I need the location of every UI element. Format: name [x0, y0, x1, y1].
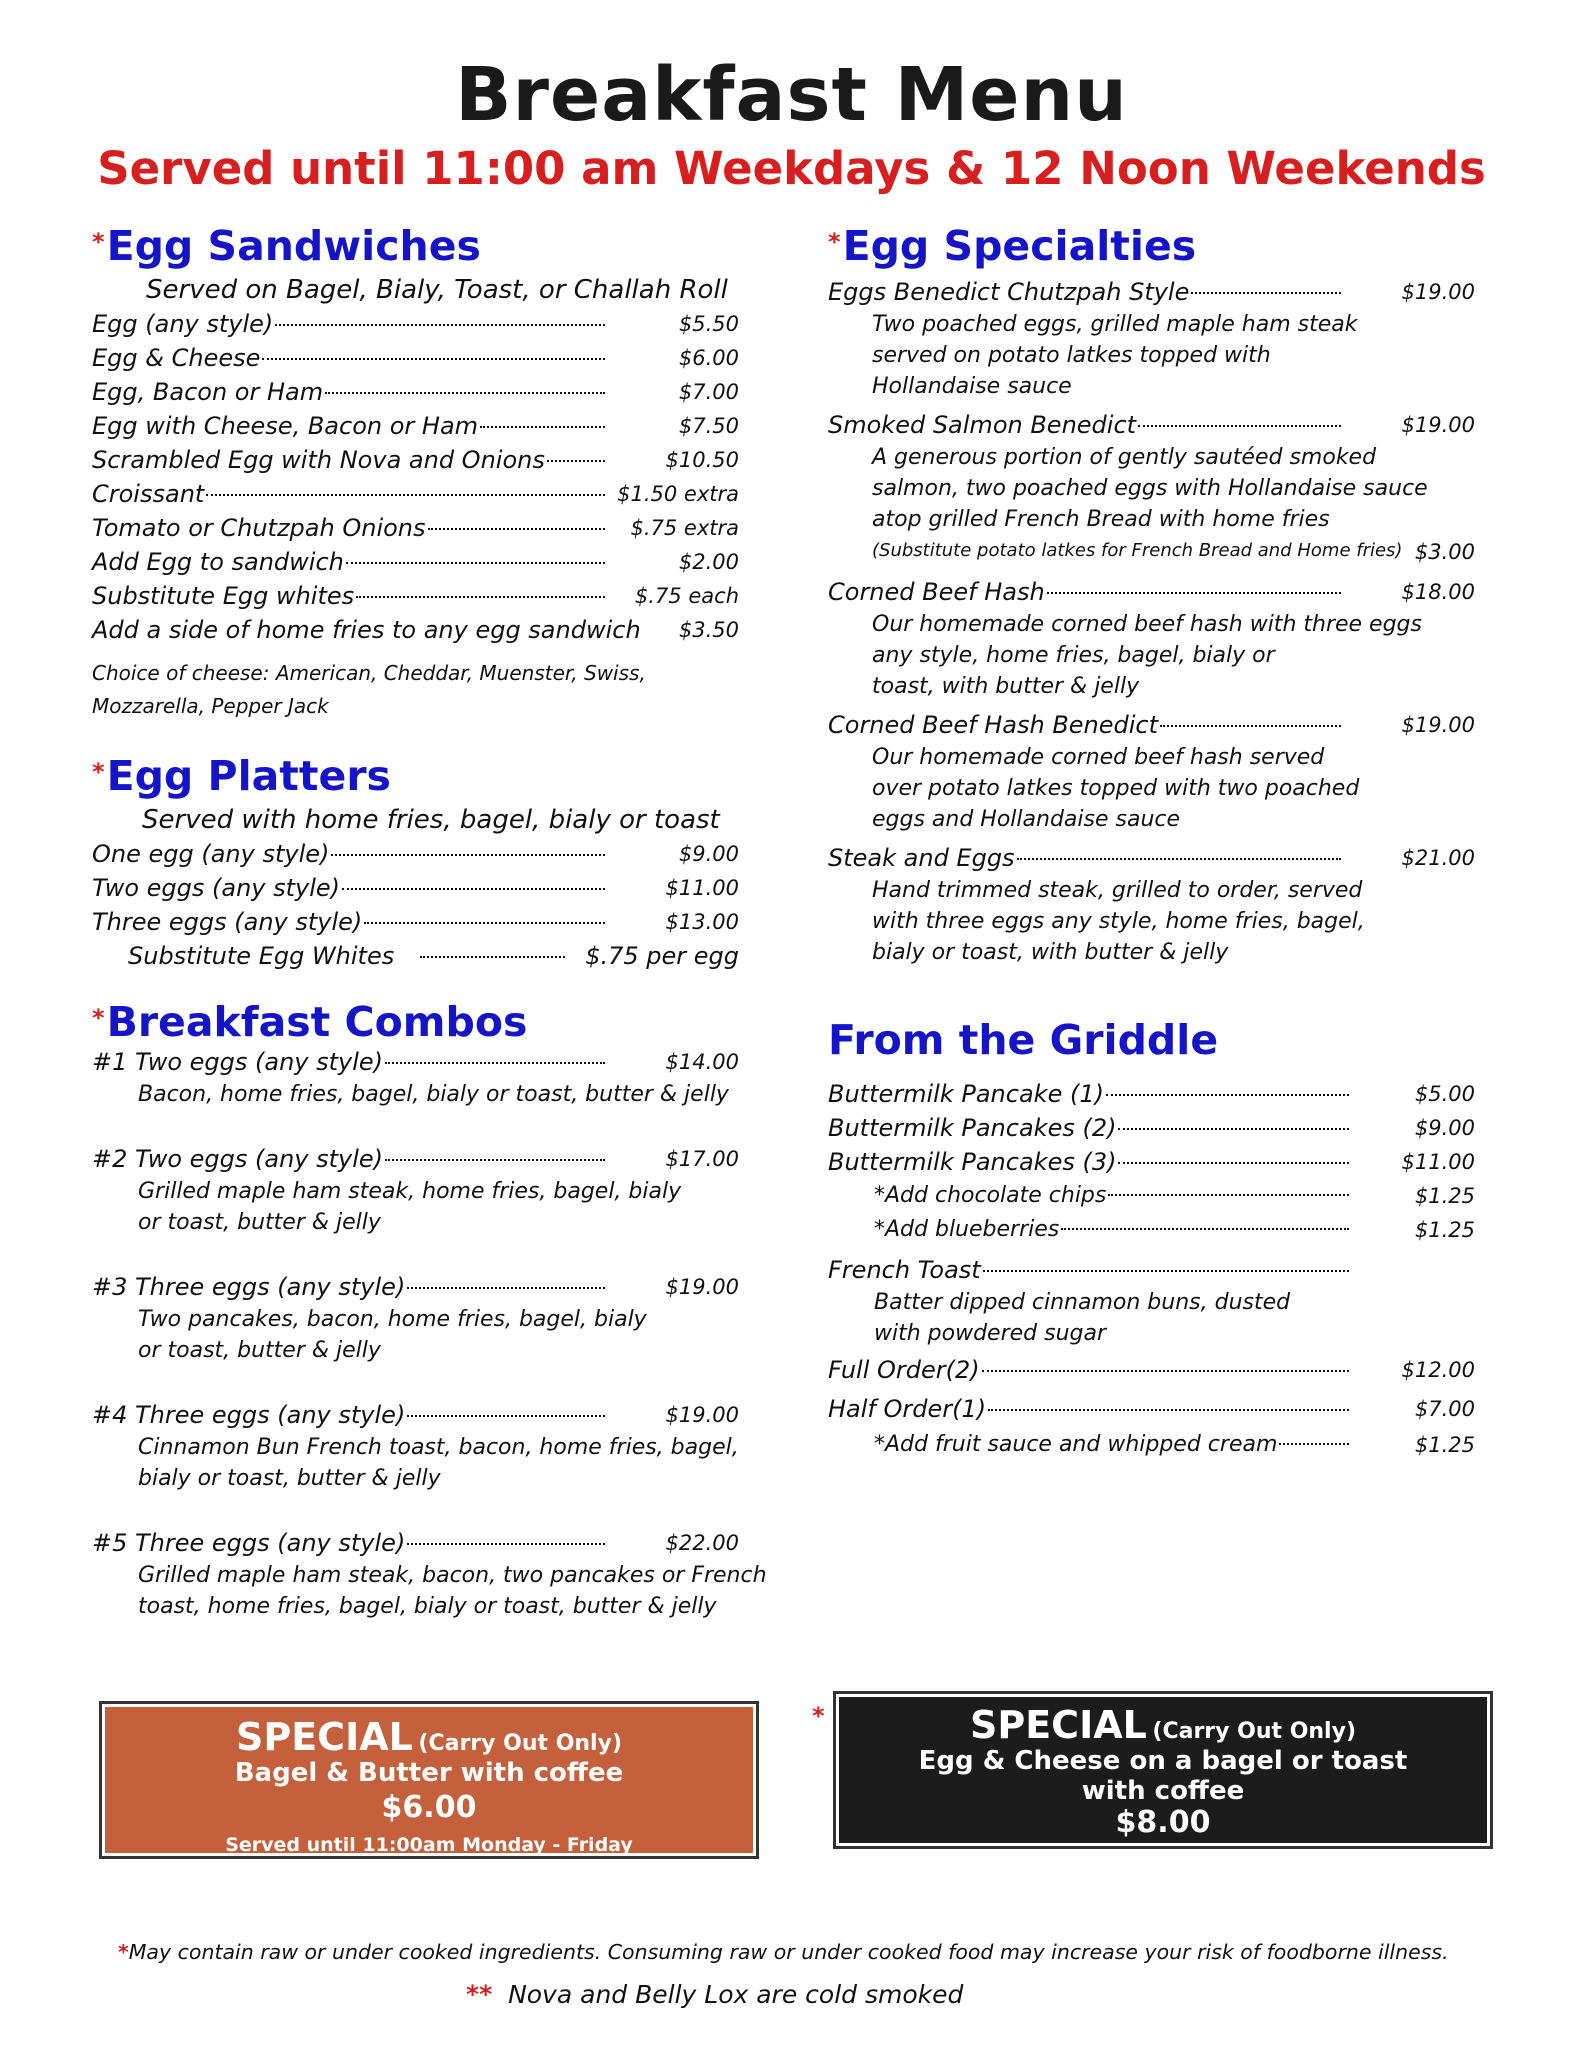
item-price: $1.50 extra [617, 482, 739, 506]
egg-sandwiches-title [92, 222, 747, 270]
egg-platters-title [92, 752, 747, 800]
item-name: French Toast [828, 1256, 981, 1284]
menu-item-row [828, 408, 1475, 442]
leader-dots [385, 1062, 605, 1064]
menu-item-row [92, 1270, 739, 1304]
item-name: *Add fruit sauce and whipped cream [874, 1432, 1278, 1457]
item-name: Half Order(1) [828, 1395, 987, 1423]
leader-dots [1061, 1228, 1349, 1230]
leader-dots [1118, 1162, 1349, 1164]
menu-item-row [828, 1077, 1475, 1111]
item-description: bialy or toast, butter & jelly [138, 1466, 441, 1491]
item-price: $.75 per egg [585, 942, 739, 970]
page-title: Breakfast Menu [455, 52, 1128, 138]
menu-item-row [92, 579, 739, 613]
item-name: Two eggs (any style) [92, 874, 341, 902]
menu-item-row [828, 1427, 1475, 1463]
item-name: Steak and Eggs [828, 844, 1015, 872]
griddle-section [828, 1016, 1480, 1463]
breakfast-combos-title [92, 998, 747, 1046]
item-price: $.75 extra [630, 516, 739, 540]
item-name: Full Order(2) [828, 1356, 980, 1384]
leader-dots [407, 1415, 605, 1417]
leader-dots [331, 854, 605, 856]
item-name: Egg & Cheese [92, 344, 261, 372]
special-egg-cheese-box [836, 1694, 1490, 1865]
menu-item-row [828, 1391, 1475, 1427]
item-name: Buttermilk Pancake (1) [828, 1080, 1104, 1108]
item-description: atop grilled French Bread with home fries [872, 507, 1330, 532]
item-description: Two poached eggs, grilled maple ham steak [872, 312, 1358, 337]
item-name: Eggs Benedict Chutzpah Style [828, 278, 1190, 306]
menu-item-row [92, 905, 739, 939]
item-name: #5 Three eggs (any style) [92, 1529, 406, 1557]
item-price: $10.50 [665, 448, 739, 472]
specialty-item [828, 575, 1480, 702]
specialty-item [828, 408, 1480, 569]
item-price: $13.00 [665, 910, 739, 934]
special-hours: Served until 11:00am Monday - Friday [225, 1834, 633, 1857]
menu-item-row [92, 545, 739, 579]
item-description: with powdered sugar [874, 1321, 1107, 1346]
menu-item-row [92, 1142, 739, 1176]
cheese-choice-line-2: Mozzarella, Pepper Jack [92, 694, 329, 718]
menu-item-row [828, 1349, 1475, 1391]
item-price: $5.50 [678, 312, 739, 336]
item-description: Hollandaise sauce [872, 374, 1072, 399]
item-description: or toast, butter & jelly [138, 1210, 381, 1235]
asterisk-icon: * [828, 228, 841, 256]
item-name: Three eggs (any style) [92, 908, 363, 936]
egg-sandwiches-list [92, 307, 747, 613]
item-price: $5.00 [1414, 1082, 1475, 1106]
breakfast-combos-list [92, 1045, 767, 1622]
leader-dots [988, 1409, 1349, 1411]
latke-substitute-row [828, 535, 1475, 569]
leader-dots [1279, 1443, 1349, 1445]
item-name: Add a side of home fries to any egg sandwich [92, 616, 641, 644]
menu-item-row [92, 1045, 739, 1079]
special-hours: Served until 11:00am Monday - Friday [959, 1842, 1367, 1865]
item-name: Egg with Cheese, Bacon or Ham [92, 412, 479, 440]
item-price: $12.00 [1401, 1358, 1475, 1382]
nova-note [466, 1980, 963, 2009]
leader-dots [480, 426, 605, 428]
item-price: $1.25 [1414, 1433, 1475, 1457]
specialty-item [828, 708, 1480, 835]
carry-out-label: (Carry Out Only) [1152, 1719, 1356, 1744]
item-description: or toast, butter & jelly [138, 1338, 381, 1363]
item-name: #1 Two eggs (any style) [92, 1048, 384, 1076]
leader-dots [364, 922, 605, 924]
item-name: *Add blueberries [874, 1217, 1060, 1242]
combo-item [92, 1045, 747, 1110]
item-description: Batter dipped cinnamon buns, dusted [874, 1290, 1291, 1315]
asterisk-icon: * [92, 758, 105, 786]
item-price: $11.00 [665, 876, 739, 900]
double-asterisk-icon: ** [466, 1980, 493, 2009]
item-price: $2.00 [678, 550, 739, 574]
item-price: $19.00 [665, 1403, 739, 1427]
specialty-item [828, 841, 1480, 968]
leader-dots [1118, 1128, 1349, 1130]
item-price: $17.00 [665, 1147, 739, 1171]
asterisk-icon: * [92, 228, 105, 256]
item-name: Egg, Bacon or Ham [92, 378, 324, 406]
item-price: $19.00 [1401, 413, 1475, 437]
special-description: Egg & Cheese on a bagel or toast [918, 1745, 1408, 1776]
item-description: salmon, two poached eggs with Hollandaise sauce [872, 476, 1428, 501]
item-price: $22.00 [665, 1531, 739, 1555]
egg-platters-section [92, 752, 747, 973]
egg-sandwiches-section [92, 222, 747, 723]
leader-dots [346, 562, 605, 564]
menu-item-row [92, 443, 739, 477]
item-price: $19.00 [665, 1275, 739, 1299]
menu-item-row [92, 409, 739, 443]
item-name: Corned Beef Hash Benedict [828, 711, 1159, 739]
warning-text: May contain raw or under cooked ingredients. Consuming raw or under cooked food may increase your risk of foodborne illness. [128, 1940, 1449, 1964]
special-heading: SPECIAL [970, 1703, 1147, 1747]
item-name: Buttermilk Pancakes (3) [828, 1148, 1117, 1176]
special-bagel-butter-box [102, 1704, 756, 1856]
menu-item-row [92, 1398, 739, 1432]
item-price: $7.00 [678, 380, 739, 404]
item-description: served on potato latkes topped with [872, 343, 1271, 368]
breakfast-combos-section [92, 998, 767, 1622]
combo-item [92, 1526, 767, 1622]
item-description: Two pancakes, bacon, home fries, bagel, bialy [138, 1307, 647, 1332]
item-price: $6.00 [678, 346, 739, 370]
leader-dots [262, 358, 605, 360]
menu-item-row [92, 307, 739, 341]
item-description: Bacon, home fries, bagel, bialy or toast, butter & jelly [138, 1082, 729, 1107]
menu-item-row [92, 375, 739, 409]
menu-item-row [828, 708, 1475, 742]
combo-item [92, 1270, 747, 1366]
item-name: Substitute Egg Whites [128, 942, 395, 970]
egg-specialties-section [828, 222, 1480, 974]
egg-specialties-title [828, 222, 1480, 270]
item-name: Smoked Salmon Benedict [828, 411, 1137, 439]
item-price: $3.50 [678, 618, 739, 642]
item-name: Substitute Egg whites [92, 582, 355, 610]
item-description: bialy or toast, with butter & jelly [872, 940, 1229, 965]
section-title-text: Egg Sandwiches [106, 222, 481, 270]
item-price: $21.00 [1401, 846, 1475, 870]
carry-out-label: (Carry Out Only) [418, 1731, 622, 1756]
section-title-text: Egg Specialties [842, 222, 1197, 270]
menu-item-row [92, 871, 739, 905]
french-toast-item [828, 1253, 1480, 1349]
leader-dots [275, 324, 605, 326]
item-price: $.75 each [634, 584, 739, 608]
egg-platters-list [92, 837, 747, 939]
item-description: over potato latkes topped with two poached [872, 776, 1360, 801]
leader-dots [1047, 592, 1341, 594]
section-title-text: Breakfast Combos [106, 998, 528, 1046]
item-name: *Add chocolate chips [874, 1183, 1107, 1208]
item-description: toast, with butter & jelly [872, 674, 1140, 699]
item-price: $3.00 [1414, 540, 1475, 564]
item-price: $7.00 [1414, 1397, 1475, 1421]
leader-dots [407, 1287, 605, 1289]
special-price: $6.00 [381, 1789, 477, 1825]
item-name: Corned Beef Hash [828, 578, 1045, 606]
item-name: #3 Three eggs (any style) [92, 1273, 406, 1301]
special-description: Bagel & Butter with coffee [234, 1757, 624, 1788]
page-subtitle: Served until 11:00 am Weekdays & 12 Noon Weekends [97, 142, 1486, 195]
menu-item-row [828, 1253, 1475, 1287]
griddle-list [828, 1077, 1480, 1463]
item-description: A generous portion of gently sautéed smoked [872, 445, 1377, 470]
item-price: $19.00 [1401, 280, 1475, 304]
cheese-choice-line-1: Choice of cheese: American, Cheddar, Muenster, Swiss, [92, 661, 646, 685]
leader-dots [1191, 292, 1341, 294]
menu-item-row [92, 477, 739, 511]
item-name: Tomato or Chutzpah Onions [92, 514, 426, 542]
menu-item-row [828, 1179, 1475, 1213]
item-price: $1.25 [1414, 1184, 1475, 1208]
item-description: any style, home fries, bagel, bialy or [872, 643, 1275, 668]
special-description-2: with coffee [1081, 1775, 1245, 1806]
egg-sandwiches-subtitle: Served on Bagel, Bialy, Toast, or Challah Roll [146, 275, 728, 305]
item-description: with three eggs any style, home fries, bagel, [872, 909, 1365, 934]
menu-item-row [828, 1145, 1475, 1179]
specialty-item [828, 275, 1480, 402]
item-description: Grilled maple ham steak, bacon, two pancakes or French [138, 1563, 767, 1588]
menu-item-row [828, 575, 1475, 609]
item-description: Cinnamon Bun French toast, bacon, home fries, bagel, [138, 1435, 739, 1460]
item-description: Grilled maple ham steak, home fries, bagel, bialy [138, 1179, 682, 1204]
side-home-fries-row [92, 613, 739, 647]
asterisk-icon: * [92, 1004, 105, 1032]
item-price: $14.00 [665, 1050, 739, 1074]
leader-dots [1108, 1194, 1349, 1196]
latke-substitute-text: (Substitute potato latkes for French Bread and Home fries) [872, 540, 1403, 561]
item-price: $19.00 [1401, 713, 1475, 737]
item-price: $9.00 [1414, 1116, 1475, 1140]
item-price: $9.00 [678, 842, 739, 866]
menu-item-row [828, 1111, 1475, 1145]
leader-dots [356, 596, 605, 598]
leader-dots [206, 494, 605, 496]
menu-item-row [92, 511, 739, 545]
leader-dots [547, 460, 605, 462]
section-title-text: Egg Platters [106, 752, 391, 800]
leader-dots [325, 392, 605, 394]
menu-item-row [92, 341, 739, 375]
leader-dots [1106, 1094, 1349, 1096]
leader-dots [407, 1543, 605, 1545]
menu-item-row [92, 837, 739, 871]
asterisk-icon: * [118, 1940, 129, 1964]
egg-platters-subtitle: Served with home fries, bagel, bialy or toast [142, 805, 720, 835]
special-price: $8.00 [1115, 1804, 1211, 1840]
item-name: Egg (any style) [92, 310, 274, 338]
leader-dots [1138, 425, 1341, 427]
menu-item-row [92, 1526, 739, 1560]
menu-item-row [828, 1213, 1475, 1247]
item-description: Hand trimmed steak, grilled to order, served [872, 878, 1363, 903]
raw-food-warning [118, 1940, 1449, 1964]
item-name: Buttermilk Pancakes (2) [828, 1114, 1117, 1142]
leader-dots [428, 528, 605, 530]
combo-item [92, 1398, 747, 1494]
menu-item-row [828, 841, 1475, 875]
leader-dots [342, 888, 605, 890]
item-name: Croissant [92, 480, 205, 508]
leader-dots [982, 1370, 1349, 1372]
substitute-egg-whites-row [92, 939, 739, 973]
leader-dots [983, 1270, 1349, 1272]
item-name: Add Egg to sandwich [92, 548, 344, 576]
menu-item-row [828, 275, 1475, 309]
item-name: Scrambled Egg with Nova and Onions [92, 446, 545, 474]
item-price: $11.00 [1401, 1150, 1475, 1174]
griddle-title: From the Griddle [828, 1016, 1219, 1064]
leader-dots [1017, 858, 1341, 860]
leader-dots [420, 956, 565, 958]
item-description: eggs and Hollandaise sauce [872, 807, 1181, 832]
egg-specialties-list [828, 275, 1480, 968]
item-price: $1.25 [1414, 1218, 1475, 1242]
item-name: #4 Three eggs (any style) [92, 1401, 406, 1429]
asterisk-icon: * [812, 1702, 825, 1730]
item-name: #2 Two eggs (any style) [92, 1145, 384, 1173]
item-description: Our homemade corned beef hash served [872, 745, 1325, 770]
nova-note-text: Nova and Belly Lox are cold smoked [508, 1980, 964, 2009]
item-price: $18.00 [1401, 580, 1475, 604]
item-name: One egg (any style) [92, 840, 330, 868]
leader-dots [385, 1159, 605, 1161]
combo-item [92, 1142, 747, 1238]
item-price: $7.50 [678, 414, 739, 438]
leader-dots [1160, 725, 1341, 727]
item-description: Our homemade corned beef hash with three eggs [872, 612, 1422, 637]
special-heading: SPECIAL [236, 1715, 413, 1759]
item-description: toast, home fries, bagel, bialy or toast, butter & jelly [138, 1594, 717, 1619]
